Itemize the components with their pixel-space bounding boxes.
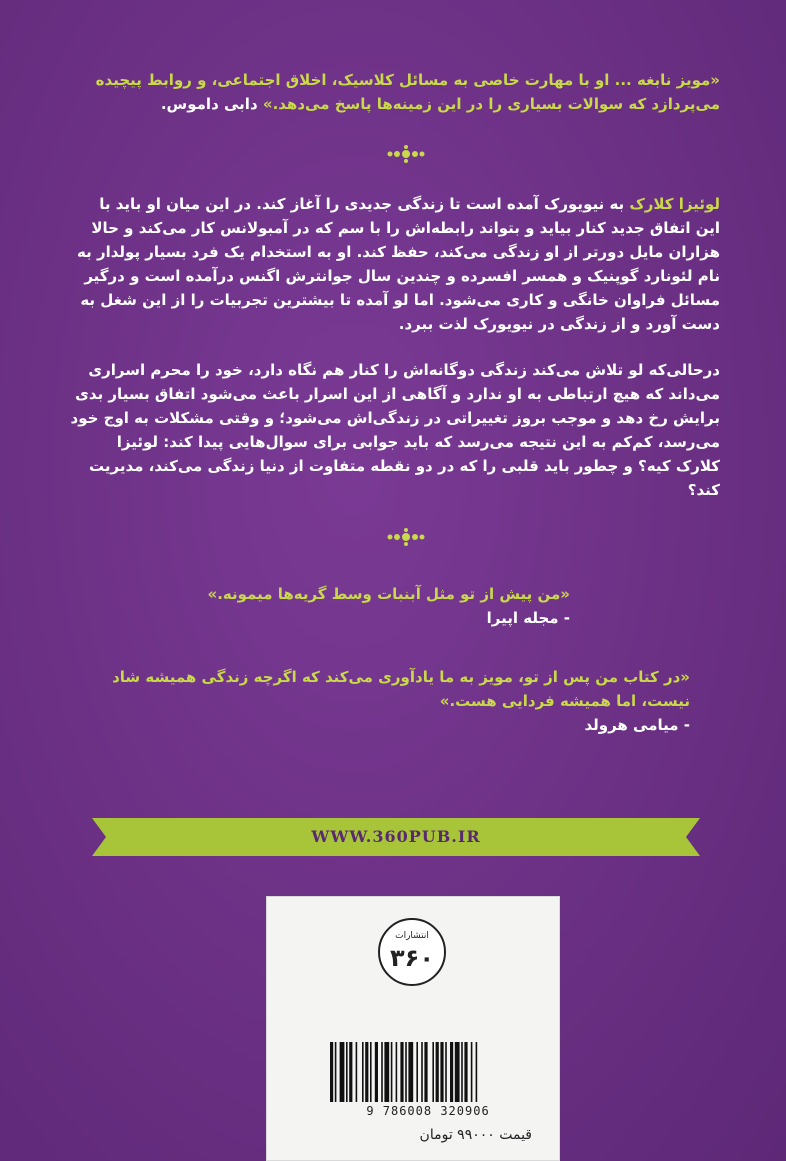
top-quote-text: «مویز نابغه ... او با مهارت خاصی به مسائل کلاسیک، اخلاق اجتماعی، و روابط پیچیده می‌پردازد که سوالات بسیاری را در این زمینه‌ها پاسخ می‌دهد.» (95, 71, 720, 113)
logo-text: انتشارات (395, 931, 429, 941)
synopsis-paragraph-2: درحالی‌که لو تلاش می‌کند زندگی دوگانه‌اش را کنار هم نگاه دارد، خود را محرم اسراری می‌داند که هیچ ارتباطی به او ندارد و آگاهی از این اسرار باعث می‌شود اتفاق بسیار بدی برایش رخ دهد و موجب بروز تغییراتی در زندگی‌اش می‌شود؛ و وقتی مشکلات به اوج خود می‌رسد، کم‌کم به این نتیجه می‌رسد که باید جوابی برای سوال‌هایی پیدا کند: لوئیزا کلارک کیه؟ و چطور باید قلبی را که در دو نقطه متفاوت از دنیا زندگی می‌کند، مدیریت کند؟ (70, 361, 720, 499)
character-name: لوئیزا کلارک (629, 195, 720, 213)
synopsis-paragraph-1-text: به نیویورک آمده است تا زندگی جدیدی را آغاز کند. در این میان او باید با این اتفاق جدید کنار بیاید و بتواند رابطه‌اش را با سم که در آمبولانس کار می‌کند و حالا هزاران مایل دورتر از او زندگی می‌کند، حفظ کند. او به استخدام یک فرد بسیار پولدار به نام لئونارد گوپنیک و همسر افسرده و چندین سال جوانترش اگنس درآمده است و درگیر مسائل فراوان خانگی و کاری می‌شود. اما لو آمده تا بیشترین تجربیات را از این شغل به دست آورد و از زندگی در نیویورک لذت ببرد. (77, 195, 720, 333)
review-quote-3-source: - میامی هرولد (584, 716, 690, 734)
top-quote-author: دابی داموس. (160, 95, 258, 113)
review-quote-2-text: «من پیش از تو مثل آبنبات وسط گریه‌ها میمونه.» (207, 585, 570, 603)
review-quote-2-source: - مجله اپیرا (486, 609, 570, 627)
review-quote-3 (80, 665, 690, 737)
review-quote-3-text: «در کتاب من پس از تو، مویز به ما یادآوری می‌کند که اگرچه زندگی همیشه شاد نیست، اما همیشه فردایی هست.» (112, 668, 690, 710)
top-quote (70, 68, 720, 116)
review-quote-2 (120, 582, 570, 630)
flower-ornament-icon (383, 527, 429, 547)
price-label: قیمت ۹۹۰۰۰ تومان (419, 1127, 532, 1143)
logo-number: ۳۶۰ (390, 944, 434, 972)
publisher-logo-icon (376, 916, 448, 988)
website-link[interactable]: WWW.360PUB.IR (311, 827, 481, 846)
synopsis-paragraph-1 (70, 192, 720, 336)
flower-ornament-icon (383, 144, 429, 164)
isbn-digits: 9 786008 320906 (366, 1104, 490, 1118)
